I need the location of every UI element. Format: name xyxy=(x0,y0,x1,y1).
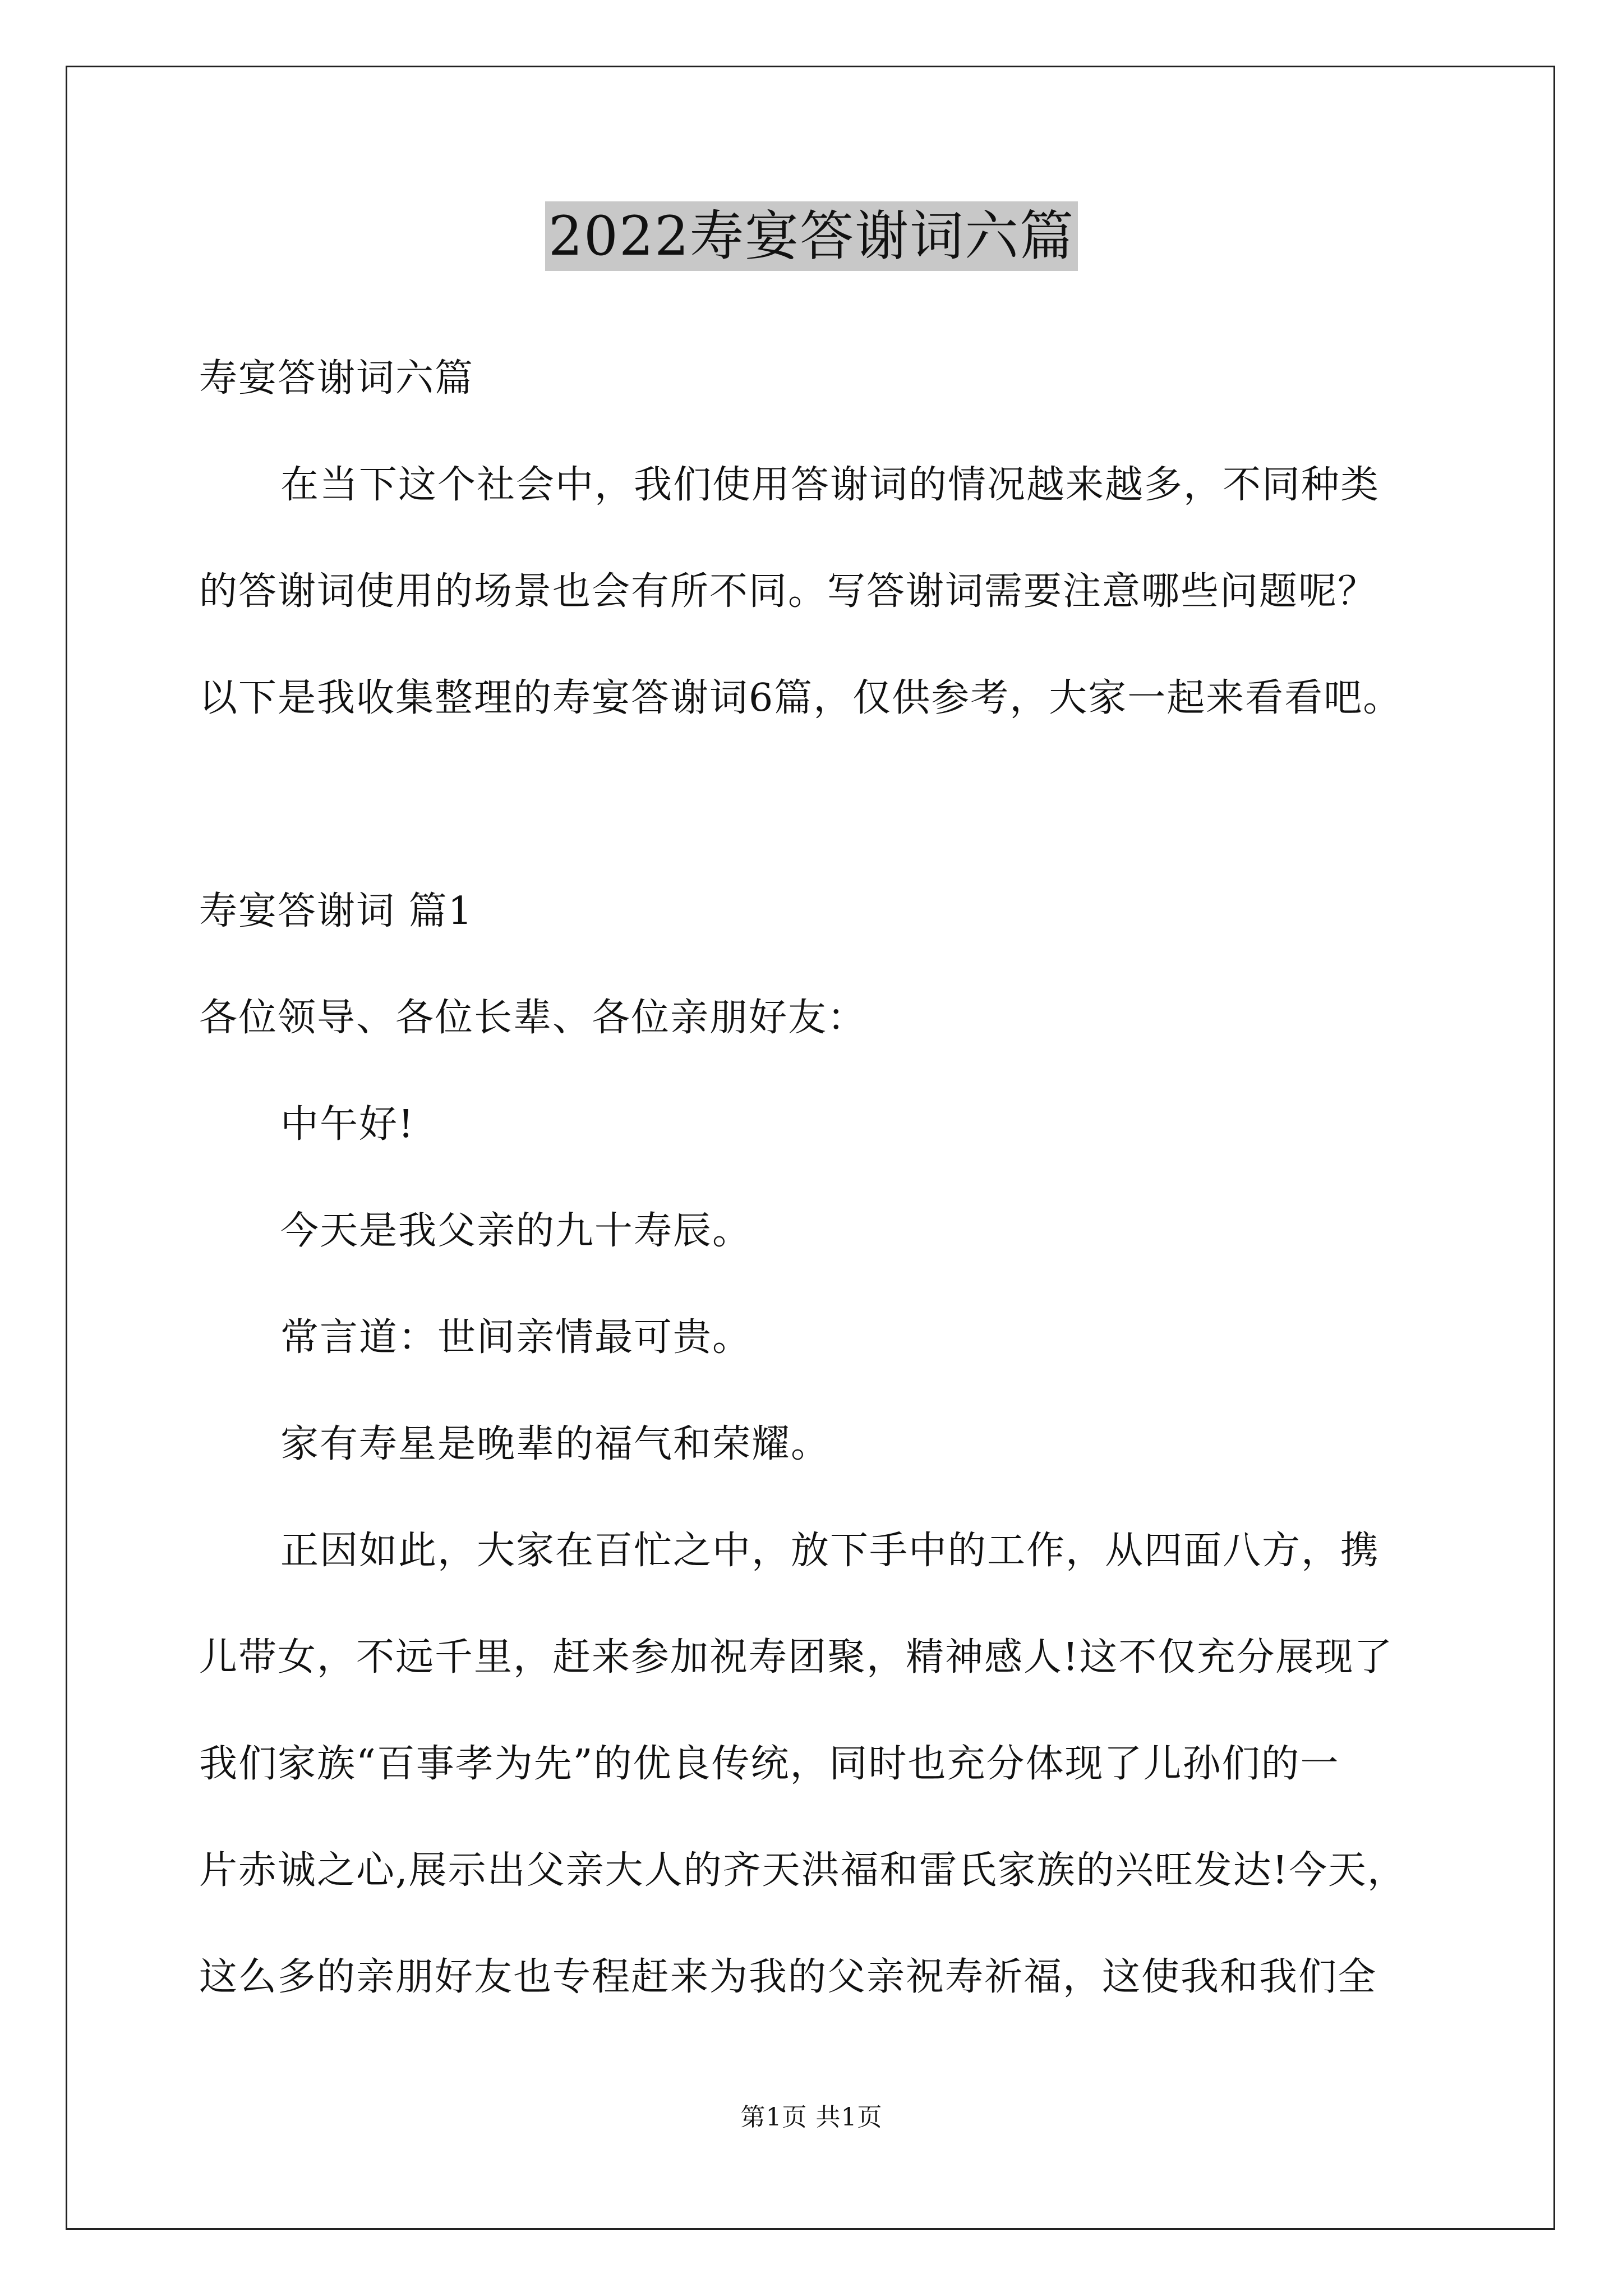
paragraph-line: 中午好! xyxy=(280,1102,415,1147)
document-title: 2022寿宴答谢词六篇 xyxy=(0,200,1623,273)
salutation-line: 各位领导、各位长辈、各位亲朋好友： xyxy=(199,996,867,1040)
paragraph-line: 家有寿星是晚辈的福气和荣耀。 xyxy=(280,1422,831,1466)
section-heading: 寿宴答谢词 篇1 xyxy=(199,889,473,933)
paragraph-line: 以下是我收集整理的寿宴答谢词6篇，仅供参考，大家一起来看看吧。 xyxy=(199,676,1403,720)
paragraph-line: 正因如此，大家在百忙之中，放下手中的工作，从四面八方，携 xyxy=(280,1529,1380,1573)
paragraph-line: 常言道：世间亲情最可贵。 xyxy=(280,1315,752,1360)
paragraph-line: 这么多的亲朋好友也专程赶来为我的父亲祝寿祈福，这使我和我们全 xyxy=(199,1955,1377,1999)
subtitle-line: 寿宴答谢词六篇 xyxy=(199,356,474,401)
paragraph-line: 儿带女，不远千里，赶来参加祝寿团聚，精神感人!这不仅充分展现了 xyxy=(199,1635,1394,1680)
paragraph-line: 我们家族“百事孝为先”的优良传统，同时也充分体现了儿孙们的一 xyxy=(199,1742,1340,1786)
paragraph-line: 的答谢词使用的场景也会有所不同。写答谢词需要注意哪些问题呢？ xyxy=(199,569,1377,614)
paragraph-line: 今天是我父亲的九十寿辰。 xyxy=(280,1209,752,1253)
page-footer: 第1页 共1页 xyxy=(740,2103,883,2132)
paragraph-line: 片赤诚之心,展示出父亲大人的齐天洪福和雷氏家族的兴旺发达!今天， xyxy=(199,1848,1407,1893)
paragraph-line: 在当下这个社会中，我们使用答谢词的情况越来越多，不同种类 xyxy=(280,463,1380,507)
